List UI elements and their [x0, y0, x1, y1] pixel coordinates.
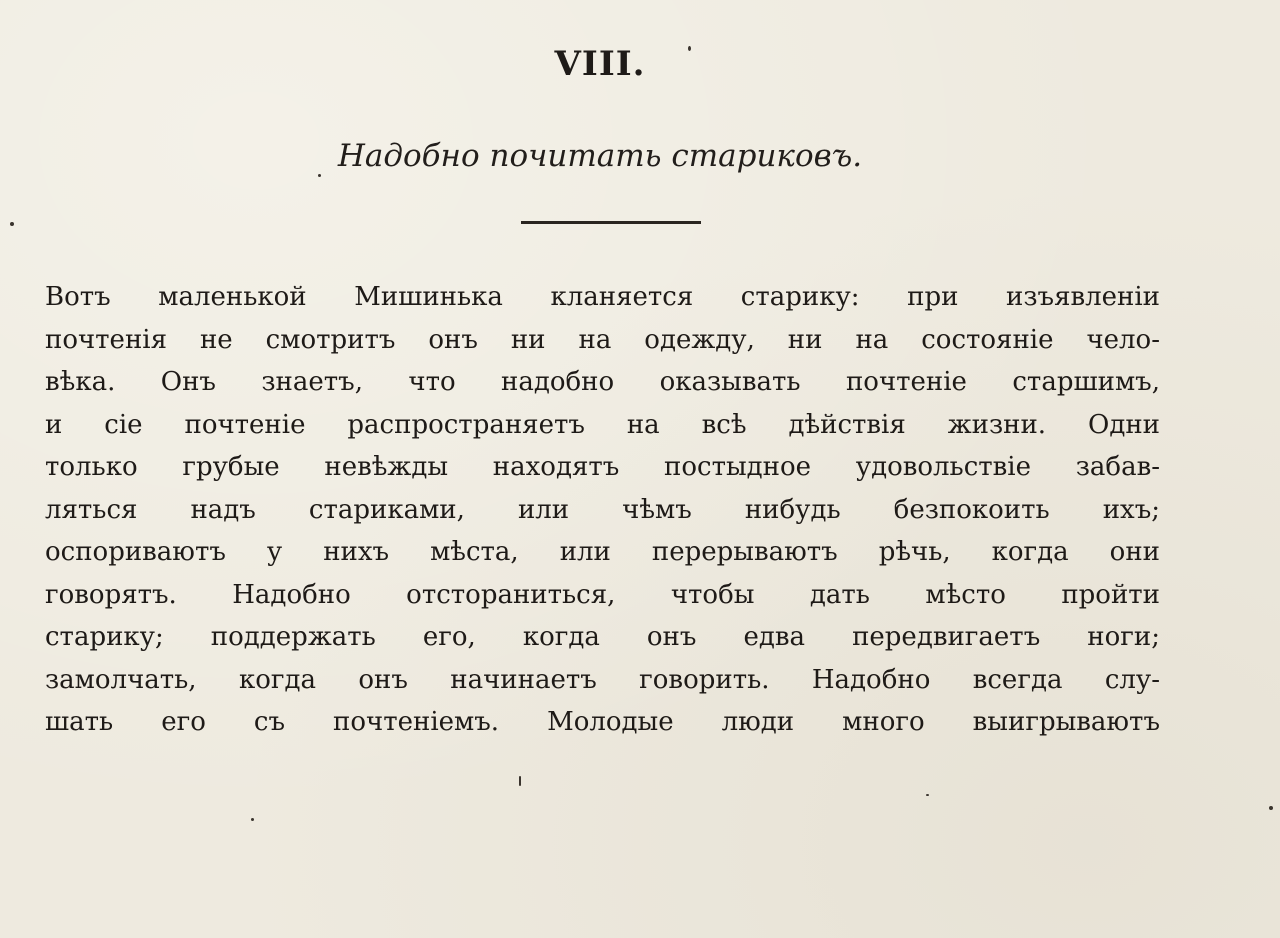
paper-speck — [10, 222, 14, 226]
paper-speck — [318, 174, 321, 177]
paper-speck — [688, 46, 691, 51]
text-line: говорятъ. Надобно отстораниться, чтобы дать мѣсто пройти — [45, 579, 1160, 610]
paper-speck — [1269, 806, 1273, 810]
chapter-number: VIII. — [554, 44, 646, 84]
text-line: почтенія не смотритъ онъ ни на одежду, ни на состояніе чело- — [45, 324, 1160, 355]
paper-speck — [519, 776, 521, 786]
text-line: шать его съ почтеніемъ. Молодые люди много выигрываютъ — [45, 707, 1160, 737]
chapter-title: Надобно почитать стариковъ. — [337, 138, 863, 174]
text-line: Вотъ маленькой Мишинька кланяется старику: при изъявленіи — [45, 282, 1160, 312]
text-line: только грубые невѣжды находятъ постыдное удовольствіе забав- — [45, 452, 1160, 482]
body-paragraph — [45, 276, 1160, 744]
title-divider — [521, 221, 701, 224]
text-line: и сіе почтеніе распространяетъ на всѣ дѣйствія жизни. Одни — [45, 409, 1160, 440]
text-line: вѣка. Онъ знаетъ, что надобно оказывать почтеніе старшимъ, — [45, 367, 1160, 397]
text-line: ляться надъ стариками, или чѣмъ нибудь безпокоить ихъ; — [45, 494, 1160, 525]
paper-speck — [251, 818, 254, 821]
text-line: оспориваютъ у нихъ мѣста, или перерываютъ рѣчь, когда они — [45, 537, 1160, 567]
text-line: старику; поддержать его, когда онъ едва передвигаетъ ноги; — [45, 622, 1160, 652]
text-line: замолчать, когда онъ начинаетъ говорить. Надобно всегда слу- — [45, 664, 1160, 695]
paper-speck — [926, 794, 929, 796]
